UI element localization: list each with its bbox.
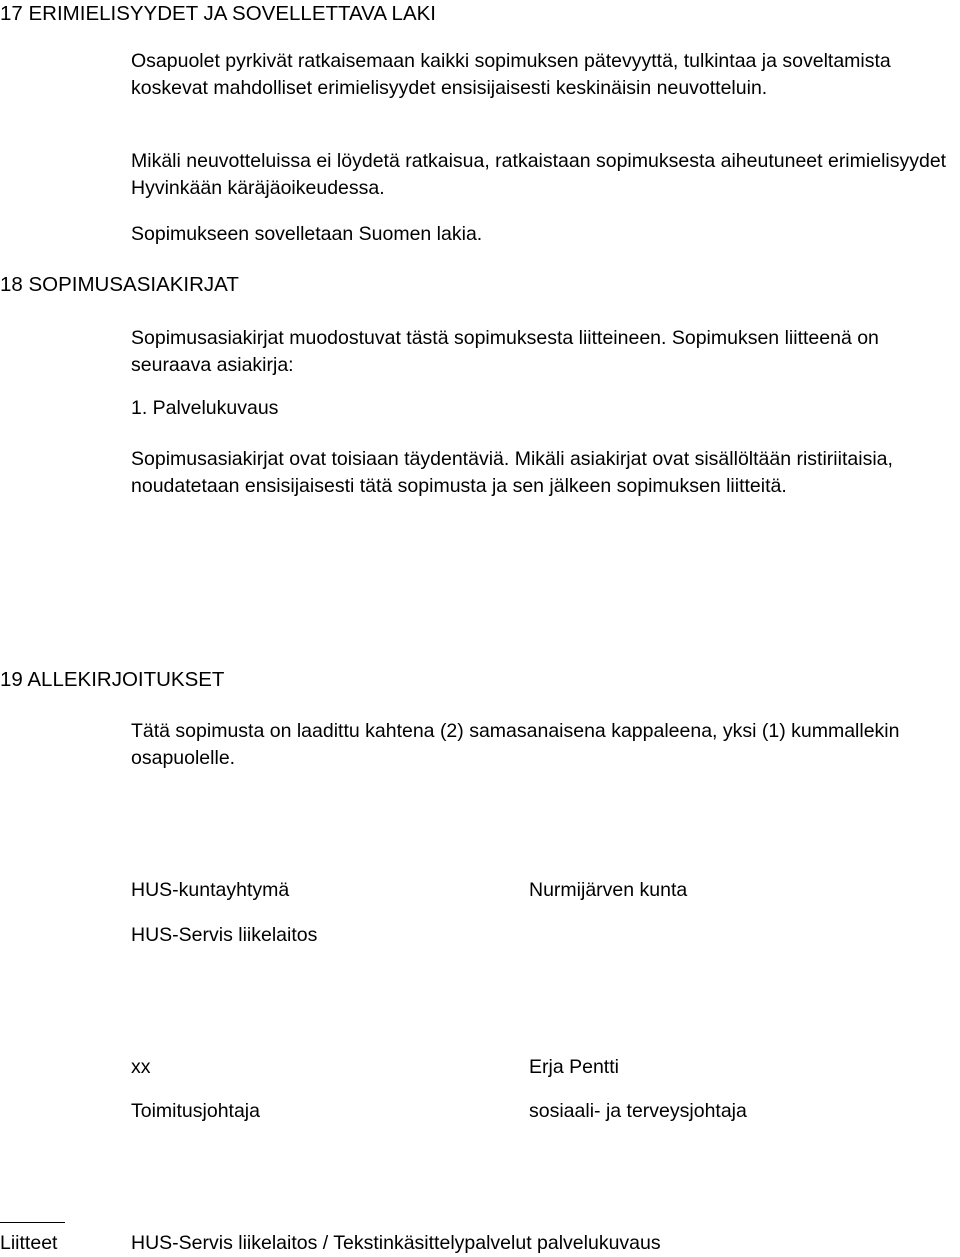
attachments-value: HUS-Servis liikelaitos / Tekstinkäsittelypalvelut palvelukuvaus xyxy=(131,1232,661,1254)
section-17-paragraph-1: Osapuolet pyrkivät ratkaisemaan kaikki sopimuksen pätevyyttä, tulkintaa ja soveltamista koskevat mahdolliset erimielisyydet ensisijaisesti keskinäisin neuvotteluin. xyxy=(131,50,891,99)
signature-left-unit: HUS-Servis liikelaitos xyxy=(131,924,318,946)
section-18-list-item-1: 1. Palvelukuvaus xyxy=(131,397,279,419)
attachments-divider xyxy=(0,1222,65,1223)
section-17-paragraph-2: Mikäli neuvotteluissa ei löydetä ratkaisua, ratkaistaan sopimuksesta aiheutuneet erimielisyydet Hyvinkään käräjäoikeudessa. xyxy=(131,150,947,199)
section-18-paragraph-1: Sopimusasiakirjat muodostuvat tästä sopimuksesta liitteineen. Sopimuksen liitteenä on seuraava asiakirja: xyxy=(131,327,879,376)
attachments-label: Liitteet xyxy=(0,1232,58,1254)
section-19-paragraph-1: Tätä sopimusta on laadittu kahtena (2) samasanaisena kappaleena, yksi (1) kummallekin osapuolelle. xyxy=(131,720,900,769)
section-17-paragraph-3: Sopimukseen sovelletaan Suomen lakia. xyxy=(131,223,483,245)
section-19-heading: 19 ALLEKIRJOITUKSET xyxy=(0,668,225,691)
signature-right-title: sosiaali- ja terveysjohtaja xyxy=(529,1100,747,1122)
section-17-heading: 17 ERIMIELISYYDET JA SOVELLETTAVA LAKI xyxy=(0,2,436,25)
signature-left-name: xx xyxy=(131,1056,151,1078)
signature-left-organization: HUS-kuntayhtymä xyxy=(131,879,290,901)
section-18-paragraph-2: Sopimusasiakirjat ovat toisiaan täydentäviä. Mikäli asiakirjat ovat sisällöltään ristiriitaisia, noudatetaan ensisijaisesti tätä sopimusta ja sen jälkeen sopimuksen liitteitä. xyxy=(131,448,893,497)
signature-right-name: Erja Pentti xyxy=(529,1056,619,1078)
signature-left-title: Toimitusjohtaja xyxy=(131,1100,260,1122)
signature-right-organization: Nurmijärven kunta xyxy=(529,879,688,901)
section-18-heading: 18 SOPIMUSASIAKIRJAT xyxy=(0,273,239,296)
